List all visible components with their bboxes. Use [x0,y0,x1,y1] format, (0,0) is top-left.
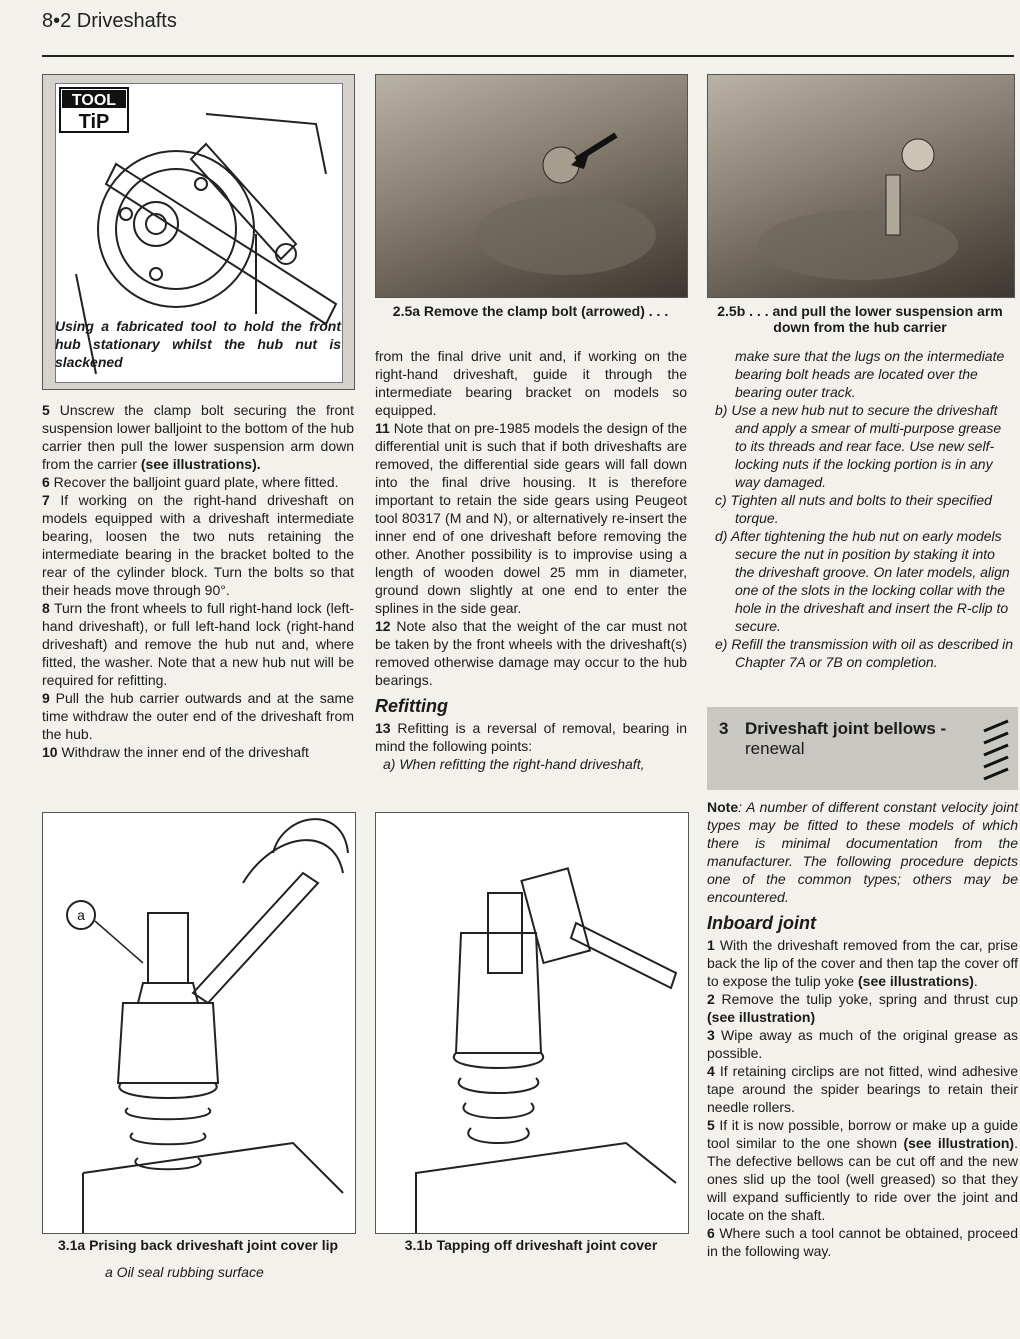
paragraph-text: Remove the tulip yoke, spring and thrust cup [714,991,1018,1007]
caption-3-1a: 3.1a Prising back driveshaft joint cover lip [57,1237,339,1253]
para-number: 4 [707,1063,715,1079]
paragraph-5 [42,401,354,473]
clamp-bolt-arrow-icon [376,75,687,297]
paragraph-10-continued: from the final drive unit and, if working on the right-hand driveshaft, guide it through the intermediate bearing bracket on models so equipped. [375,348,687,418]
para-number: 10 [42,744,58,760]
step-1 [707,936,1018,990]
see-illustration-ref: (see illustration) [707,1009,816,1025]
column-3-list [707,347,1013,671]
para-number: 8 [42,600,50,616]
difficulty-spanners-icon [978,717,1014,781]
paragraph-6 [42,473,354,491]
caption-2-5b: 2.5b . . . and pull the lower suspension arm down from the hub carrier [717,303,1003,335]
tool-tip-badge-bottom: TiP [78,111,110,133]
step-3 [707,1026,1018,1062]
para-number: 2 [707,991,715,1007]
list-item-e: e) Refill the transmission with oil as described in Chapter 7A or 7B on completion. [715,636,1014,670]
para-number: 5 [707,1117,715,1133]
paragraph-9 [42,689,354,743]
paragraph-13 [375,719,687,755]
list-item-c: c) Tighten all nuts and bolts to their specified torque. [715,492,992,526]
see-illustrations-ref: (see illustrations). [140,456,261,472]
step-6 [707,1224,1018,1260]
para-number: 6 [42,474,50,490]
tool-tip-box [42,74,355,390]
note-text: : A number of different constant velocity joint types may be fitted to these models of which there is minimal documentation from the manufacturer. The following procedure depicts one of the common types; others may be encountered. [707,799,1018,905]
para-number: 5 [42,402,50,418]
paragraph-text: Refitting is a reversal of removal, bearing in mind the following points: [375,720,687,754]
see-illustration-ref: (see illustration) [903,1135,1015,1151]
prising-cover-drawing [43,813,355,1233]
legend-3-1a: a Oil seal rubbing surface [105,1264,264,1280]
tapping-cover-drawing [376,813,688,1233]
paragraph-10 [42,743,354,761]
callout-a-label: a [77,907,85,923]
column-2 [375,347,687,773]
para-number: 12 [375,618,391,634]
step-4 [707,1062,1018,1116]
callout-a-leader [95,921,143,963]
step-5 [707,1116,1018,1224]
paragraph-text: Note also that the weight of the car must not be taken by the front wheels with the driveshaft(s) removed otherwise damage may occur to the hub bearings. [375,618,687,688]
tool-tip-badge-top: TOOL [71,92,117,109]
inboard-joint-heading: Inboard joint [707,913,816,933]
paragraph-7 [42,491,354,599]
column-1 [42,401,354,761]
list-item-a: a) When refitting the right-hand driveshaft, [383,756,645,772]
balljoint-photo-shapes [708,75,1014,297]
paragraph-text: Where such a tool cannot be obtained, proceed in the following way. [707,1225,1018,1259]
paragraph-text: If it is now possible, borrow or make up a guide tool similar to the one shown [707,1117,1018,1151]
para-number: 13 [375,720,391,736]
section-title-rest: renewal [745,739,805,758]
column-3-text [707,798,1018,1260]
paragraph-text: Turn the front wheels to full right-hand lock (left-hand driveshaft), or full left-hand lock (right-hand driveshaft) and remove the hub nut and, where fitted, the washer. Note that a new hub nut will be required for refitting. [42,600,354,688]
caption-3-1b: 3.1b Tapping off driveshaft joint cover [404,1237,658,1253]
para-number: 11 [375,420,390,436]
caption-2-5a: 2.5a Remove the clamp bolt (arrowed) . . . [392,303,669,319]
list-item-b: b) Use a new hub nut to secure the driveshaft and apply a smear of multi-purpose grease to its threads and rear face. Use new self-locking nuts if the locking portion is in any way damaged. [715,402,1002,490]
note-label: Note [707,799,739,815]
list-item-d: d) After tightening the hub nut on early models secure the nut in position by staking it into the driveshaft groove. On later models, align one of the slots in the locking collar with the hole in the driveshaft and insert the R-clip to secure. [715,528,1010,634]
paragraph-8 [42,599,354,689]
refitting-heading: Refitting [375,696,448,716]
note-paragraph [707,798,1018,906]
paragraph-text: Wipe away as much of the original grease as possible. [707,1027,1018,1061]
paragraph-text: If retaining circlips are not fitted, wind adhesive tape around the spider bearings to retain their needle rollers. [707,1063,1018,1115]
para-number: 9 [42,690,50,706]
photo-2-5b [707,74,1015,298]
paragraph-12 [375,617,687,689]
figure-3-1b [375,812,689,1234]
list-item-a-continued: make sure that the lugs on the intermediate bearing bolt heads are located over the bearing outer track. [735,348,1005,400]
section-title [745,719,960,759]
paragraph-text: . [973,973,978,989]
paragraph-text: With the driveshaft removed from the car, prise back the lip of the cover and then tap the cover off to expose the tulip yoke [707,937,1018,989]
section-number: 3 [719,719,729,738]
paragraph-text: Note that on pre-1985 models the design of the differential unit is such that if both driveshafts are removed, the differential side gears will fall down into the final drive housing. It is therefore important to retain the side gears using Peugeot tool 80317 (M and N), or alternatively re-insert the inner end of one driveshaft before removing the other. Another possibility is to improvise using a length of wooden dowel 25 mm in diameter, ground down slightly at one end to enter the splines in the side gear. [375,420,687,616]
figure-3-1a [42,812,356,1234]
header-rule [42,55,1014,57]
photo-2-5a [375,74,688,298]
page-header: 8•2 Driveshafts [42,10,177,32]
section-title-bold: Driveshaft joint bellows - [745,719,947,738]
paragraph-text: If working on the right-hand driveshaft on models equipped with a driveshaft intermediate bearing, loosen the two nuts retaining the intermediate bearing in the bracket bolted to the rear of the cylinder block. Turn the bolts so that their heads move through 90°. [42,492,354,598]
para-number: 6 [707,1225,715,1241]
para-number: 7 [42,492,50,508]
paragraph-text: Unscrew the clamp bolt securing the front suspension lower balljoint to the bottom of the hub carrier then pull the lower suspension arm down from the carrier [42,402,354,472]
paragraph-text: Recover the balljoint guard plate, where fitted. [49,474,339,490]
tool-tip-caption: Using a fabricated tool to hold the front hub stationary whilst the hub nut is slackened [55,318,341,370]
para-number: 3 [707,1027,715,1043]
para-number: 1 [707,937,715,953]
paragraph-text: Pull the hub carrier outwards and at the same time withdraw the outer end of the driveshaft from the hub. [42,690,354,742]
paragraph-text: . The defective bellows can be cut off and the new ones slid up the tool (well greased) so that they will expand sufficiently to ride over the joint and locate on the shaft. [707,1135,1018,1223]
step-2 [707,990,1018,1026]
see-illustrations-ref: (see illustrations) [858,973,974,989]
paragraph-11 [375,419,687,617]
section-3-header [707,707,1018,790]
paragraph-text: Withdraw the inner end of the driveshaft [57,744,309,760]
tool-tip-badge [60,88,128,133]
